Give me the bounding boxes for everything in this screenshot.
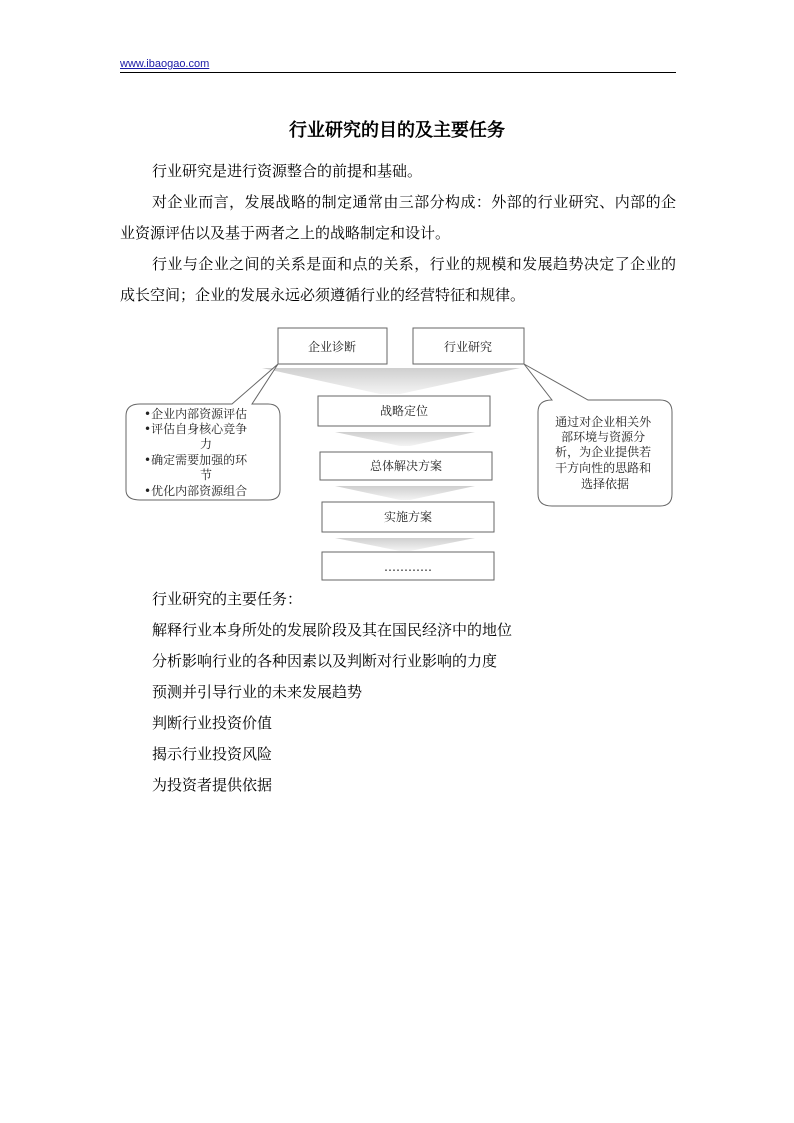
step-box-2-label: 总体解决方案 [369, 459, 443, 473]
page-title: 行业研究的目的及主要任务 [289, 120, 505, 141]
task-item: 判断行业投资价值 [152, 714, 273, 732]
box-enterprise-diagnosis-label: 企业诊断 [307, 340, 357, 354]
left-callout-line-2: •评估自身核心竞争 [144, 422, 248, 436]
paragraph-1: 行业研究是进行资源整合的前提和基础。 [152, 162, 423, 180]
right-callout-line-4: 干方向性的思路和 [555, 461, 652, 475]
task-item: 揭示行业投资风险 [152, 745, 273, 763]
tasks-heading: 行业研究的主要任务： [152, 590, 303, 608]
right-callout-line-3: 析，为企业提供若 [555, 445, 652, 459]
left-callout-line-6: •优化内部资源组合 [144, 484, 248, 498]
step-box-1-label: 战略定位 [379, 404, 429, 418]
task-item: 分析影响行业的各种因素以及判断对行业影响的力度 [152, 652, 498, 670]
down-arrow-2 [335, 432, 475, 446]
tasks-list [152, 584, 512, 801]
header-divider [120, 72, 676, 73]
intro-paragraphs [120, 156, 676, 311]
left-callout-line-3: 力 [200, 437, 213, 451]
down-arrow-1 [262, 368, 520, 394]
header-website-link[interactable]: www.ibaogao.com [120, 58, 210, 70]
right-callout-line-1: 通过对企业相关外 [555, 415, 652, 429]
paragraph-2: 对企业而言，发展战略的制定通常由三部分构成：外部的行业研究、内部的企业资源评估以及基于两者之上的战略制定和设计。 [120, 193, 676, 242]
right-callout-line-5: 选择依据 [580, 477, 630, 491]
box-industry-research-label: 行业研究 [443, 340, 493, 354]
down-arrow-3 [335, 486, 475, 500]
task-item: 解释行业本身所处的发展阶段及其在国民经济中的地位 [152, 621, 513, 639]
down-arrow-4 [335, 538, 475, 551]
left-callout-line-4: •确定需要加强的环 [144, 453, 248, 467]
right-callout-line-2: 部环境与资源分 [561, 430, 646, 444]
strategy-diagram [120, 324, 676, 586]
left-callout-line-5: 节 [200, 468, 213, 482]
step-box-4-label: ………… [384, 560, 432, 574]
step-box-3-label: 实施方案 [383, 510, 433, 524]
paragraph-3: 行业与企业之间的关系是面和点的关系，行业的规模和发展趋势决定了企业的成长空间；企业的发展永远必须遵循行业的经营特征和规律。 [120, 255, 676, 304]
left-callout-line-1: •企业内部资源评估 [144, 407, 248, 421]
task-item: 为投资者提供依据 [152, 776, 273, 794]
task-item: 预测并引导行业的未来发展趋势 [152, 683, 363, 701]
